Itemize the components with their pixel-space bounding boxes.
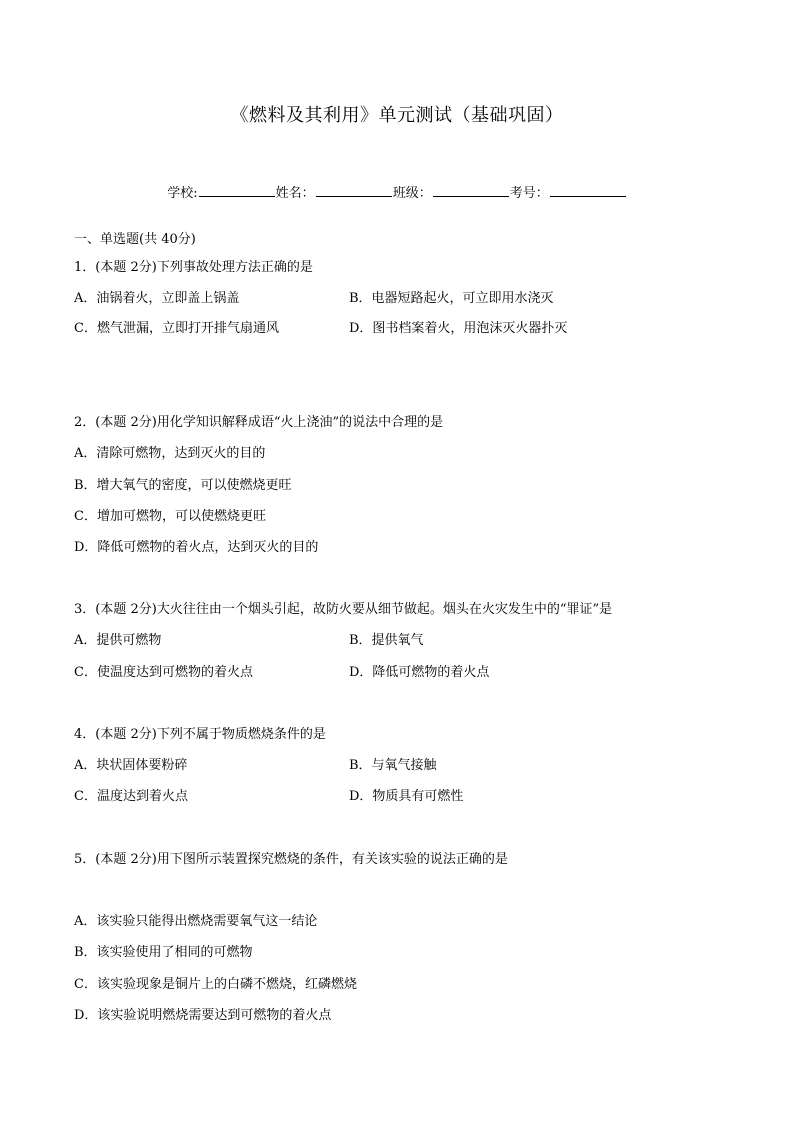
option-b: B．与氧气接触 (349, 758, 437, 773)
option-d: D．该实验说明燃烧需要达到可燃物的着火点 (74, 1008, 332, 1023)
option-d: D．物质具有可燃性 (349, 789, 464, 804)
option-c: C．增加可燃物，可以使燃烧更旺 (74, 509, 266, 524)
option-a: A．该实验只能得出燃烧需要氧气这一结论 (74, 914, 318, 929)
option-c: C．使温度达到可燃物的着火点 (74, 665, 253, 680)
option-d: D．降低可燃物的着火点 (349, 665, 490, 680)
option-c: C．该实验现象是铜片上的白磷不燃烧，红磷燃烧 (74, 977, 357, 992)
option-c: C．燃气泄漏，立即打开排气扇通风 (74, 321, 279, 336)
question-stem: 5．(本题 2分)用下图所示装置探究燃烧的条件，有关该实验的说法正确的是 (74, 852, 508, 867)
option-b: B．提供氧气 (349, 633, 424, 648)
option-b: B．电器短路起火，可立即用水浇灭 (349, 291, 554, 306)
question-stem: 3．(本题 2分)大火往往由一个烟头引起，故防火要从细节做起。烟头在火灾发生中的“罪证”是 (74, 602, 613, 617)
option-a: A．清除可燃物，达到灭火的目的 (74, 446, 266, 461)
section-heading: 一、单选题(共 40分) (74, 232, 196, 247)
exam-no-label: 考号： (509, 186, 549, 201)
option-a: A．油锅着火，立即盖上锅盖 (74, 291, 240, 306)
option-a: A．块状固体要粉碎 (74, 758, 188, 773)
option-c: C．温度达到着火点 (74, 789, 188, 804)
name-field[interactable] (316, 183, 392, 197)
school-field[interactable] (199, 183, 275, 197)
question-stem: 4．(本题 2分)下列不属于物质燃烧条件的是 (74, 727, 326, 742)
student-info-line (0, 183, 794, 203)
class-field[interactable] (433, 183, 509, 197)
page-title: 《燃料及其利用》单元测试（基础巩固） (230, 105, 564, 126)
option-d: D．降低可燃物的着火点，达到灭火的目的 (74, 540, 319, 555)
class-label: 班级： (392, 186, 432, 201)
option-a: A．提供可燃物 (74, 633, 162, 648)
name-label: 姓名： (275, 186, 315, 201)
question-stem: 1．(本题 2分)下列事故处理方法正确的是 (74, 260, 313, 275)
option-b: B．该实验使用了相同的可燃物 (74, 945, 253, 960)
question-stem: 2．(本题 2分)用化学知识解释成语“火上浇油”的说法中合理的是 (74, 415, 444, 430)
option-d: D．图书档案着火，用泡沫灭火器扑灭 (349, 321, 568, 336)
exam-no-field[interactable] (550, 183, 626, 197)
school-label: 学校: (167, 186, 198, 201)
option-b: B．增大氧气的密度，可以使燃烧更旺 (74, 478, 292, 493)
